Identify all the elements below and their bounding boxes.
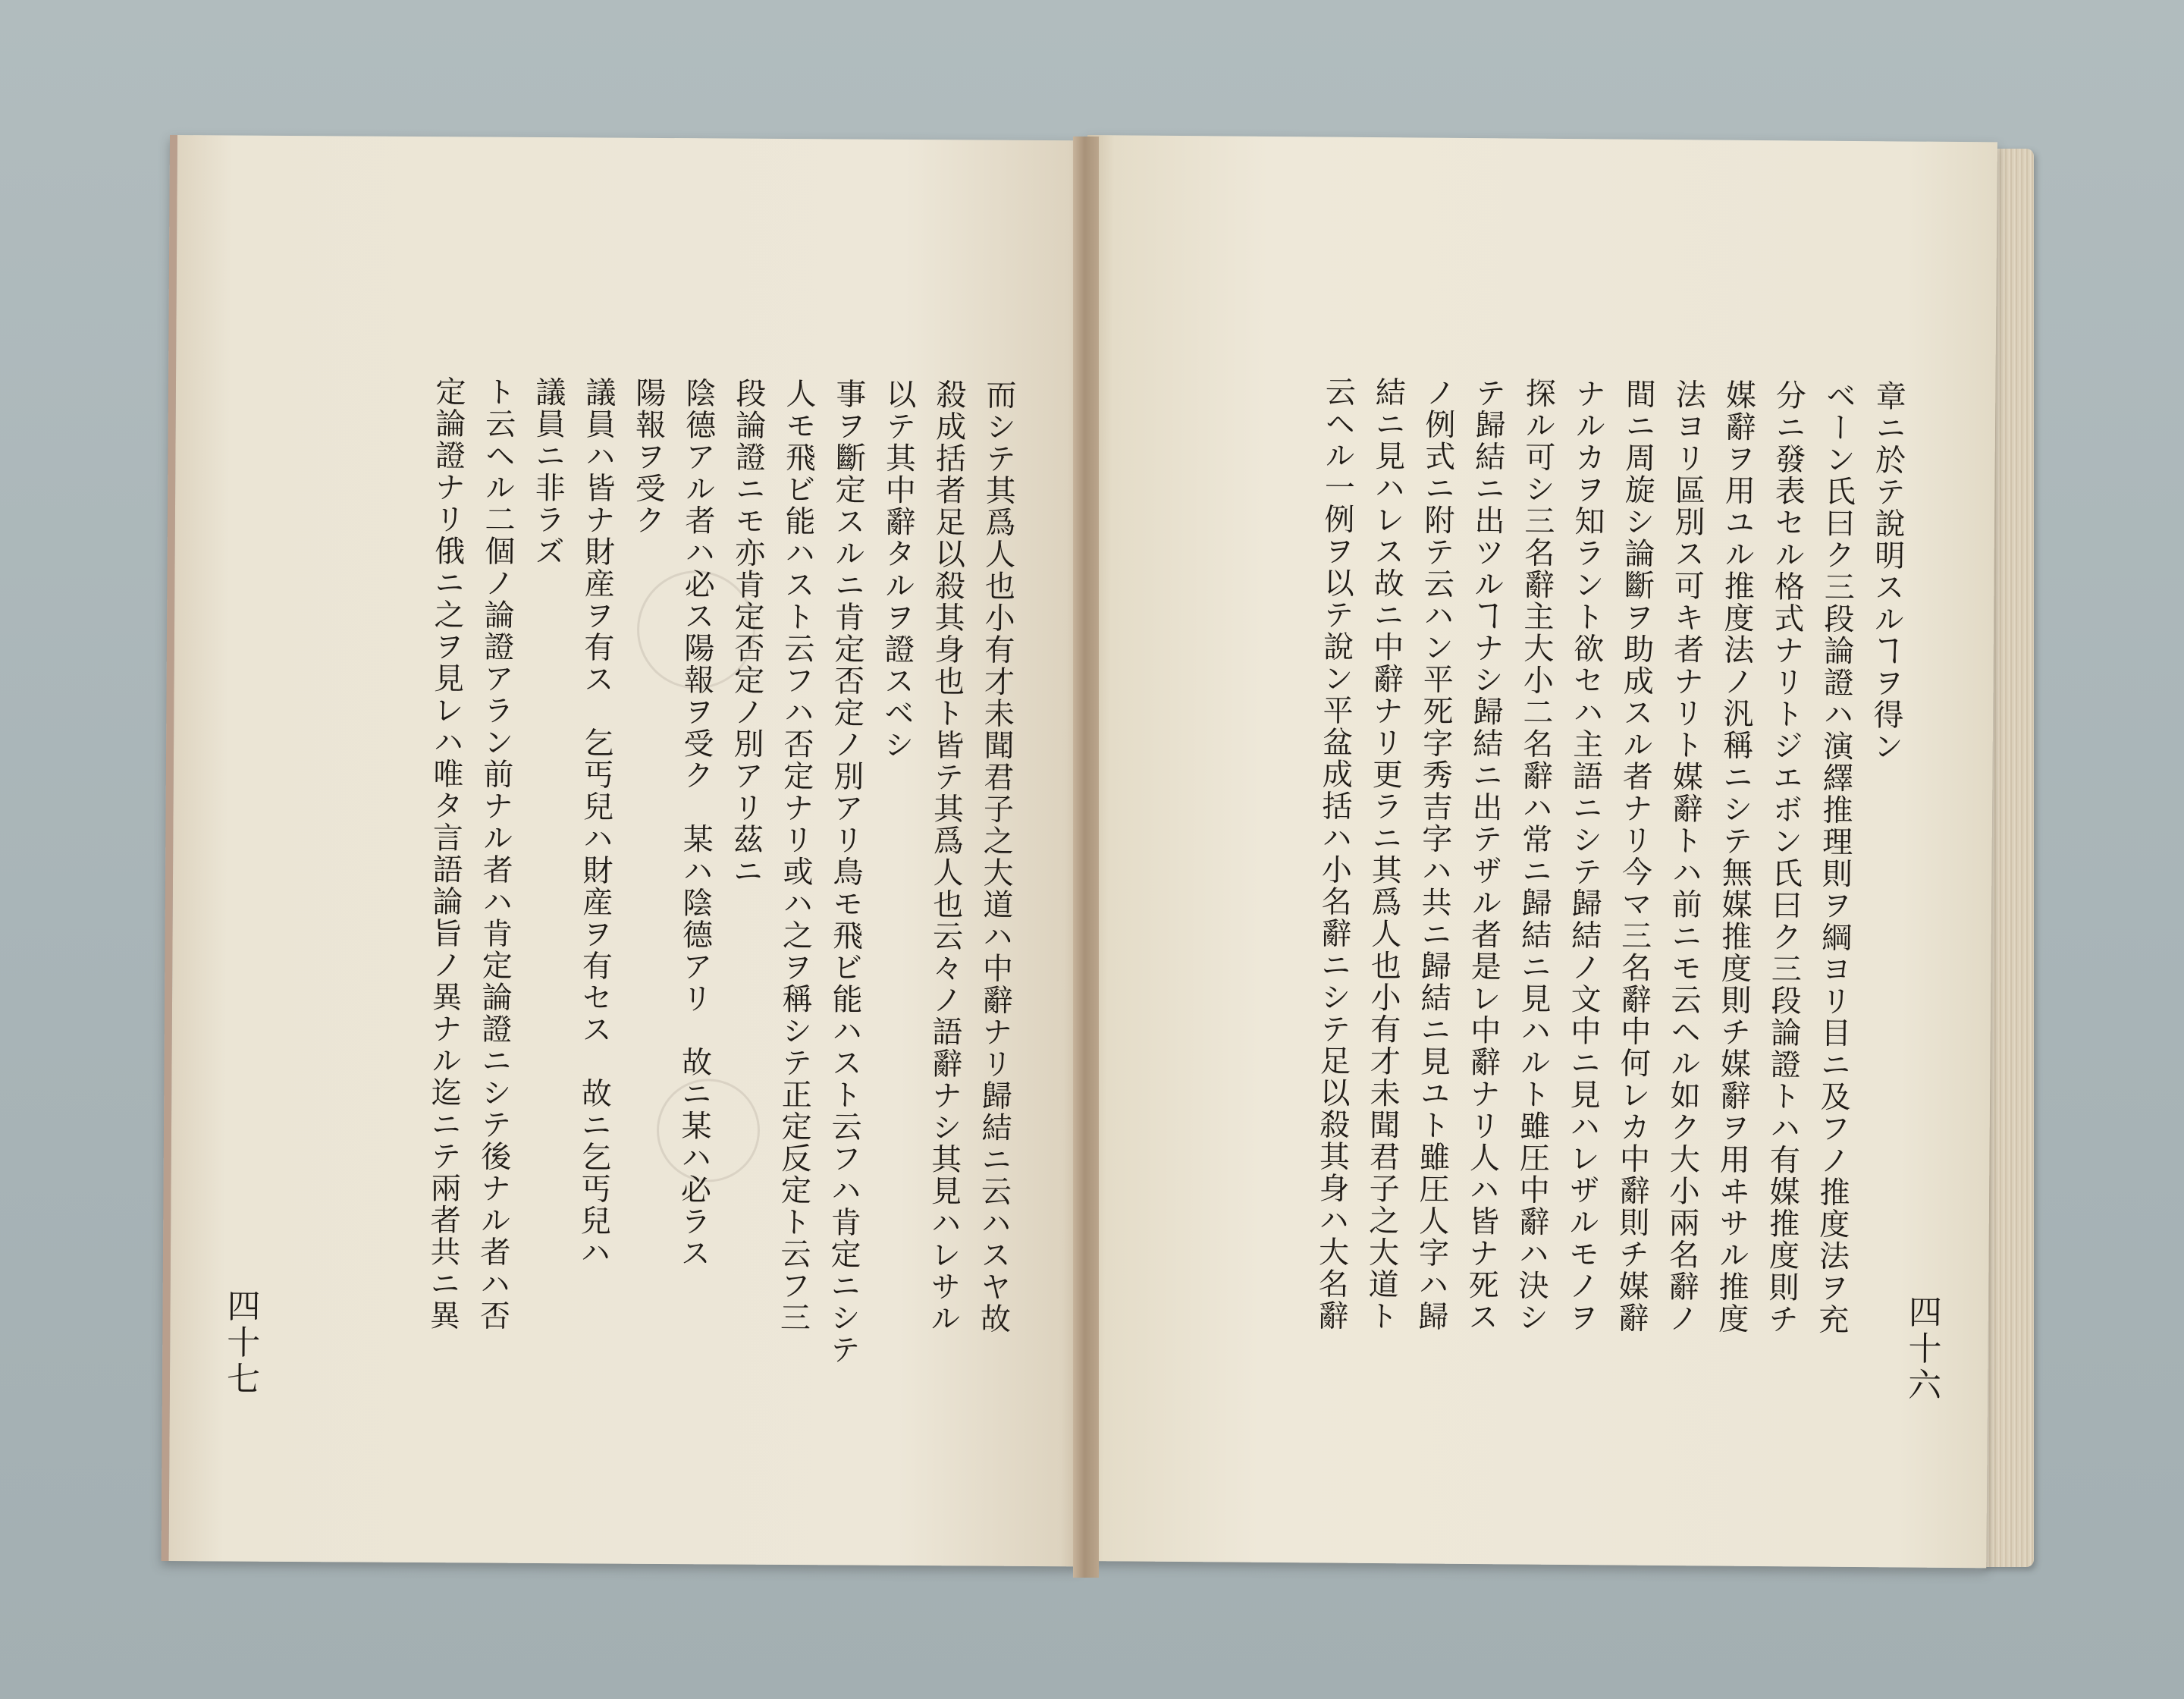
right-page-text bbox=[1139, 375, 1913, 1458]
text-column: 探ル可シ三名辭主大小二名辭ハ常ニ歸結ニ見ハルト雖圧中辭ハ決シ bbox=[1513, 377, 1556, 1333]
text-column: ト云ヘル二個ノ論證アラン前ナル者ハ肯定論證ニシテ後ナル者ハ否 bbox=[475, 375, 516, 1332]
text-column: 定論證ナリ俄ニ之ヲ見レハ唯タ言語論旨ノ異ナル迄ニテ兩者共ニ異 bbox=[425, 375, 466, 1332]
text-column: 陽報ヲ受ク bbox=[629, 376, 667, 536]
text-column: 云ヘル一例ヲ以テ說ン平盆成括ハ小名辭ニシテ足以殺其身ハ大名辭 bbox=[1313, 375, 1356, 1332]
text-column: 以テ其中辭タルヲ證スベシ bbox=[878, 378, 917, 762]
text-column: 章ニ於テ說明スルヿヲ得ン bbox=[1868, 380, 1906, 763]
right-page bbox=[1076, 135, 1997, 1568]
text-column: 媒辭ヲ用ユル推度法ノ汎稱ニシテ無媒推度則チ媒辭ヲ用ヰサル推度 bbox=[1713, 378, 1756, 1335]
text-column: 法ヨリ區別ス可キ者ナリト媒辭トハ前ニモ云ヘル如ク大小兩名辭ノ bbox=[1663, 378, 1706, 1335]
text-column: 段論證ニモ亦肯定否定ノ別アリ茲ニ bbox=[727, 377, 767, 887]
text-column: テ歸結ニ出ツルヿナシ歸結ニ出テザル者是レ中辭ナリ人ハ皆ナ死ス bbox=[1463, 376, 1506, 1333]
book-gutter bbox=[1073, 137, 1099, 1578]
text-column: ナルカヲ知ラント欲セハ主語ニシテ歸結ノ文中ニ見ハレザルモノヲ bbox=[1563, 378, 1606, 1334]
text-column: 而シテ其爲人也小有才未聞君子之大道ハ中辭ナリ歸結ニ云ハスヤ故 bbox=[975, 378, 1017, 1335]
page-number: 四十七 bbox=[220, 1288, 260, 1398]
open-book bbox=[159, 121, 2040, 1578]
text-column: 事ヲ斷定スルニ肯定否定ノ別アリ鳥モ飛ビ能ハスト云フハ肯定ニシテ bbox=[825, 378, 867, 1366]
text-column: 分ニ發表セル格式ナリトジエボン氏曰ク三段論證トハ有媒推度則チ bbox=[1763, 379, 1806, 1336]
text-column: ノ例式ニ附テ云ハン平死字秀吉字ハ共ニ歸結ニ見ユト雖圧人字ハ歸 bbox=[1413, 376, 1456, 1333]
text-column: 人モ飛ビ能ハスト云フハ否定ナリ或ハ之ヲ稱シテ正定反定ト云フ三 bbox=[775, 377, 817, 1334]
left-page-text bbox=[259, 375, 1024, 1456]
page-number: 四十六 bbox=[1901, 1294, 1942, 1404]
text-column: 議員ハ皆ナ財産ヲ有ス 乞丐兒ハ財産ヲ有セス 故ニ乞丐兒ハ bbox=[575, 376, 617, 1269]
text-column: 殺成括者足以殺其身也ト皆テ其爲人也云々ノ語辭ナシ其見ハレサル bbox=[925, 378, 967, 1335]
text-column: 議員ニ非ラズ bbox=[529, 375, 566, 568]
text-column: 陰德アル者ハ必ス陽報ヲ受ク 某ハ陰德アリ 故ニ某ハ必ラス bbox=[675, 377, 717, 1270]
text-column: ベーン氏曰ク三段論證ハ演繹推理則ヲ綱ヨリ目ニ及フノ推度法ヲ充 bbox=[1813, 379, 1856, 1336]
text-column: 間ニ周旋シ論斷ヲ助成スル者ナリ今マ三名辭中何レカ中辭則チ媒辭 bbox=[1613, 378, 1656, 1334]
text-column: 結ニ見ハレス故ニ中辭ナリ更ラニ其爲人也小有才未聞君子之大道ト bbox=[1363, 375, 1406, 1333]
left-page bbox=[162, 135, 1087, 1566]
